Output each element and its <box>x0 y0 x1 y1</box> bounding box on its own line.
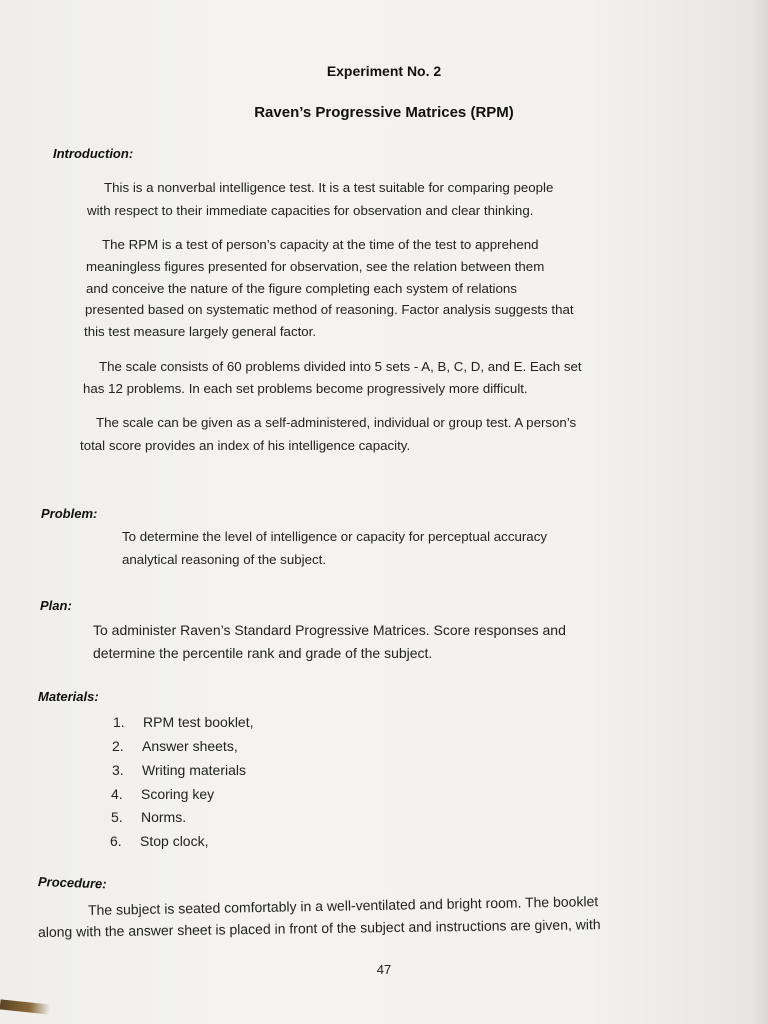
list-item-number: 1. <box>113 714 125 730</box>
intro-line-1: This is a nonverbal intelligence test. It is a test suitable for comparing people <box>104 180 554 195</box>
page-title: Raven’s Progressive Matrices (RPM) <box>254 104 514 121</box>
list-item-text: Stop clock, <box>140 833 209 849</box>
plan-label: Plan: <box>40 598 72 613</box>
intro-line-6: presented based on systematic method of reasoning. Factor analysis suggests that <box>85 302 574 317</box>
list-item-text: Scoring key <box>141 786 215 802</box>
problem-label: Problem: <box>41 506 98 521</box>
list-item-text: Norms. <box>141 809 187 825</box>
list-item <box>111 809 186 825</box>
list-item-text: RPM test booklet, <box>143 714 254 730</box>
problem-line-2: analytical reasoning of the subject. <box>122 552 327 567</box>
page-number: 47 <box>376 962 392 977</box>
procedure-line-1: The subject is seated comfortably in a well-ventilated and bright room. The booklet <box>87 893 599 918</box>
materials-label: Materials: <box>38 689 99 704</box>
list-item <box>112 738 238 754</box>
problem-line-1: To determine the level of intelligence or capacity for perceptual accuracy <box>122 529 547 544</box>
list-item <box>110 833 208 849</box>
list-item-text: Answer sheets, <box>142 738 238 754</box>
intro-line-2: with respect to their immediate capacities for observation and clear thinking. <box>87 203 534 218</box>
intro-line-9: has 12 problems. In each set problems become progressively more difficult. <box>83 381 528 396</box>
list-item-number: 6. <box>110 833 122 849</box>
list-item-number: 3. <box>112 762 124 778</box>
list-item-number: 2. <box>112 738 124 754</box>
introduction-label: Introduction: <box>53 146 134 161</box>
experiment-number: Experiment No. 2 <box>326 63 442 79</box>
intro-line-7: this test measure largely general factor. <box>84 324 317 339</box>
plan-line-1: To administer Raven’s Standard Progressive Matrices. Score responses and <box>93 622 566 638</box>
page-edge-mark <box>0 999 50 1014</box>
list-item-number: 5. <box>111 809 123 825</box>
list-item-text: Writing materials <box>142 762 246 778</box>
intro-line-11: total score provides an index of his intelligence capacity. <box>80 438 411 453</box>
procedure-label: Procedure: <box>37 874 107 892</box>
intro-line-10: The scale can be given as a self-administered, individual or group test. A person’s <box>96 415 577 430</box>
procedure-line-2: along with the answer sheet is placed in front of the subject and instructions are given, with <box>37 916 601 940</box>
list-item <box>113 714 254 730</box>
list-item-number: 4. <box>111 786 123 802</box>
plan-line-2: determine the percentile rank and grade of the subject. <box>93 645 433 661</box>
list-item <box>111 786 214 802</box>
page-edge-shadow <box>750 0 768 1024</box>
list-item <box>112 762 246 778</box>
intro-line-4: meaningless figures presented for observation, see the relation between them <box>86 259 545 274</box>
intro-line-5: and conceive the nature of the figure completing each system of relations <box>86 281 517 296</box>
intro-line-8: The scale consists of 60 problems divided into 5 sets - A, B, C, D, and E. Each set <box>99 359 582 374</box>
intro-line-3: The RPM is a test of person’s capacity at the time of the test to apprehend <box>102 237 539 252</box>
